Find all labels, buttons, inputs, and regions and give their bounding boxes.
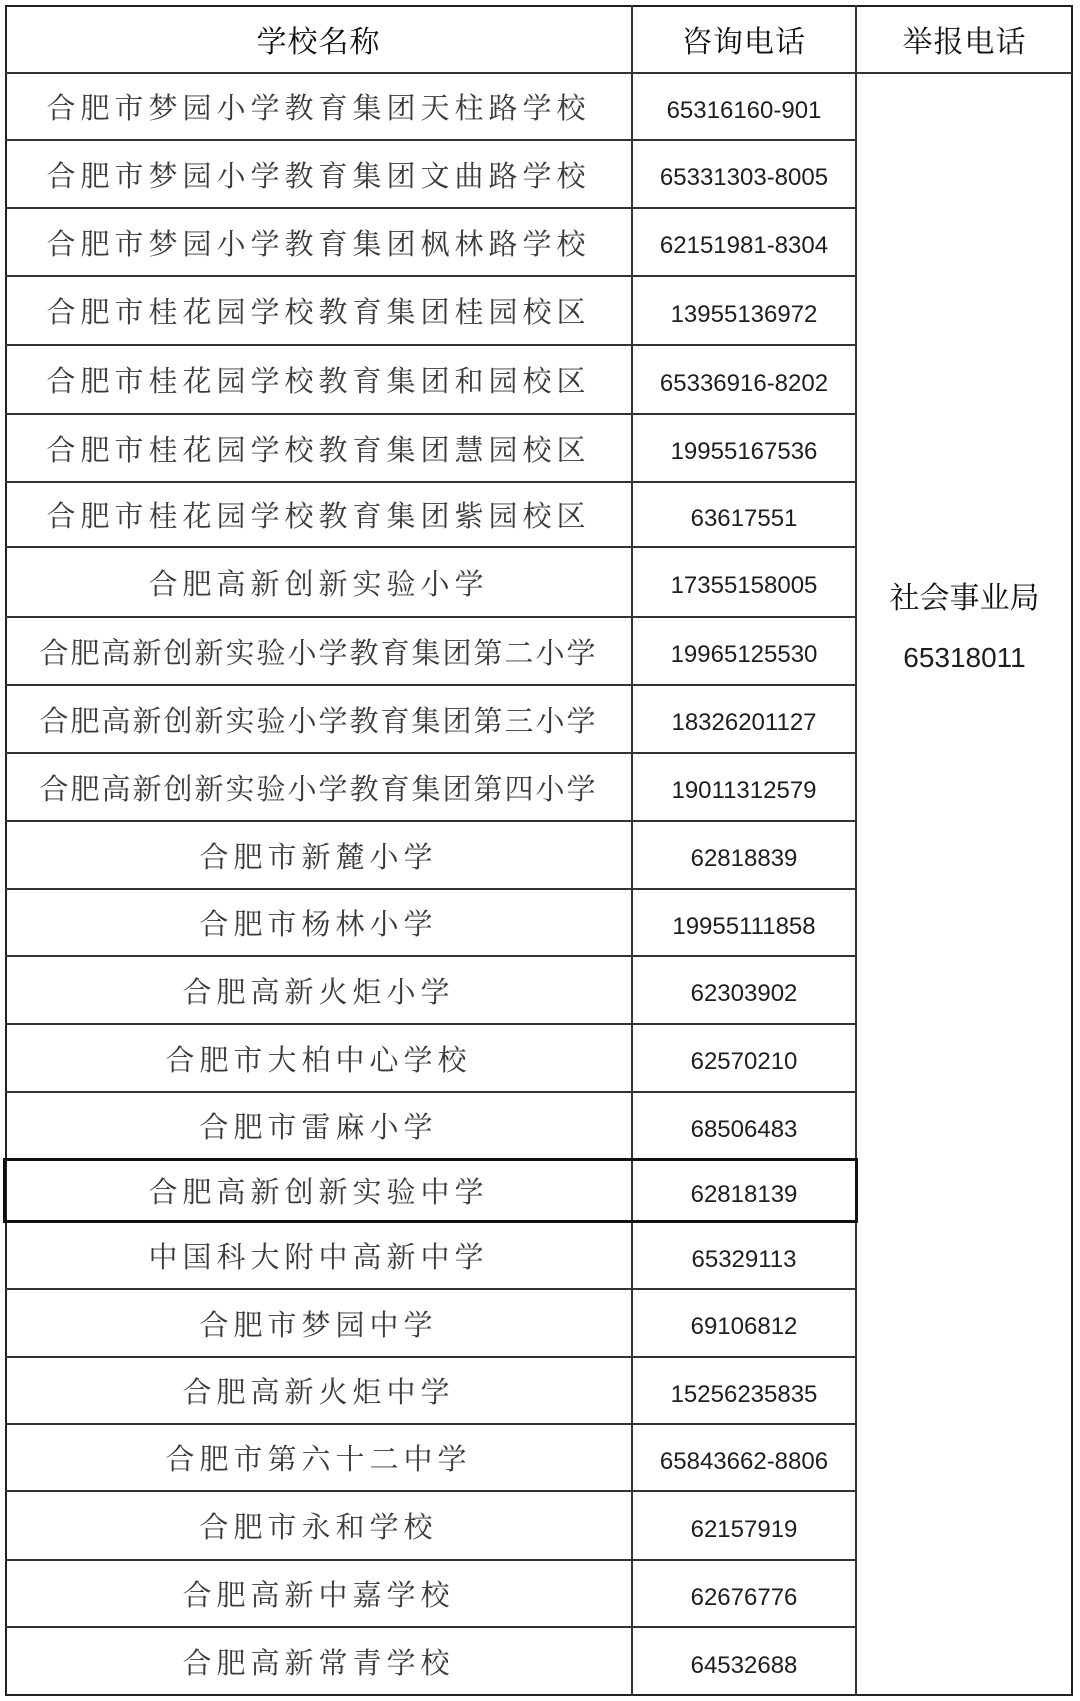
consult-phone: 19011312579: [671, 777, 817, 804]
school-name: 合肥高新火炬小学: [182, 974, 455, 1009]
consult-phone: 65329113: [691, 1245, 797, 1273]
consult-phone: 19955167536: [670, 438, 818, 465]
school-name: 合肥市第六十二中学: [165, 1442, 472, 1476]
consult-phone: 19955111858: [672, 912, 816, 940]
consult-phone: 62570210: [690, 1048, 798, 1075]
consult-phone: 62818839: [690, 845, 798, 872]
school-name: 合肥高新创新实验小学: [148, 566, 489, 601]
school-name: 合肥市桂花园学校教育集团桂园校区: [46, 295, 591, 329]
school-name: 合肥市桂花园学校教育集团慧园校区: [46, 432, 591, 467]
header-report-phone: 举报电话: [902, 25, 1027, 60]
consult-phone: 62303902: [690, 980, 798, 1007]
consult-phone: 65843662-8806: [659, 1447, 829, 1475]
highlighted-row-border: [3, 1158, 858, 1223]
school-name: 合肥市永和学校: [199, 1510, 438, 1544]
consult-phone: 63617551: [690, 504, 798, 532]
consult-phone: 65331303-8005: [659, 164, 829, 191]
school-name: 合肥高新创新实验小学教育集团第二小学: [39, 635, 598, 670]
school-name: 合肥高新中嘉学校: [182, 1578, 455, 1612]
school-name: 合肥市大柏中心学校: [165, 1042, 472, 1077]
school-name: 合肥高新常青学校: [182, 1646, 455, 1680]
consult-phone: 65316160-901: [666, 96, 822, 124]
consult-phone: 69106812: [690, 1313, 798, 1340]
report-org: 社会事业局: [889, 581, 1040, 616]
consult-phone: 15256235835: [670, 1380, 818, 1408]
consult-phone: 19965125530: [670, 641, 818, 668]
consult-phone: 62818139: [690, 1180, 798, 1208]
consult-phone: 64532688: [690, 1651, 798, 1679]
school-name: 合肥市梦园小学教育集团天柱路学校: [46, 91, 591, 125]
school-name: 合肥高新创新实验中学: [148, 1175, 489, 1209]
header-school-name: 学校名称: [256, 25, 381, 60]
school-name: 合肥市梦园小学教育集团枫林路学校: [46, 226, 591, 261]
school-name: 合肥高新创新实验小学教育集团第四小学: [39, 771, 598, 806]
school-name: 合肥市桂花园学校教育集团和园校区: [46, 364, 591, 398]
school-name: 中国科大附中高新中学: [148, 1240, 489, 1274]
school-name: 合肥市梦园小学教育集团文曲路学校: [46, 158, 591, 193]
school-name: 合肥高新火炬中学: [182, 1375, 455, 1409]
consult-phone: 17355158005: [670, 572, 818, 599]
consult-phone: 68506483: [690, 1115, 798, 1143]
school-name: 合肥高新创新实验小学教育集团第三小学: [39, 703, 598, 738]
report-phone-number: 65318011: [903, 642, 1026, 673]
consult-phone: 62676776: [690, 1583, 798, 1611]
school-name: 合肥市桂花园学校教育集团紫园校区: [46, 499, 591, 533]
report-cell: [858, 75, 1071, 1694]
school-name: 合肥市梦园中学: [199, 1307, 438, 1342]
header-consult-phone: 咨询电话: [682, 25, 806, 60]
consult-phone: 13955136972: [670, 300, 818, 328]
consult-phone: 65336916-8202: [659, 369, 829, 397]
consult-phone: 62151981-8304: [659, 232, 829, 259]
school-name: 合肥市新麓小学: [199, 839, 438, 874]
school-name: 合肥市雷麻小学: [199, 1110, 438, 1144]
school-name: 合肥市杨林小学: [199, 907, 438, 941]
consult-phone: 18326201127: [671, 709, 817, 736]
consult-phone: 62157919: [690, 1515, 798, 1543]
